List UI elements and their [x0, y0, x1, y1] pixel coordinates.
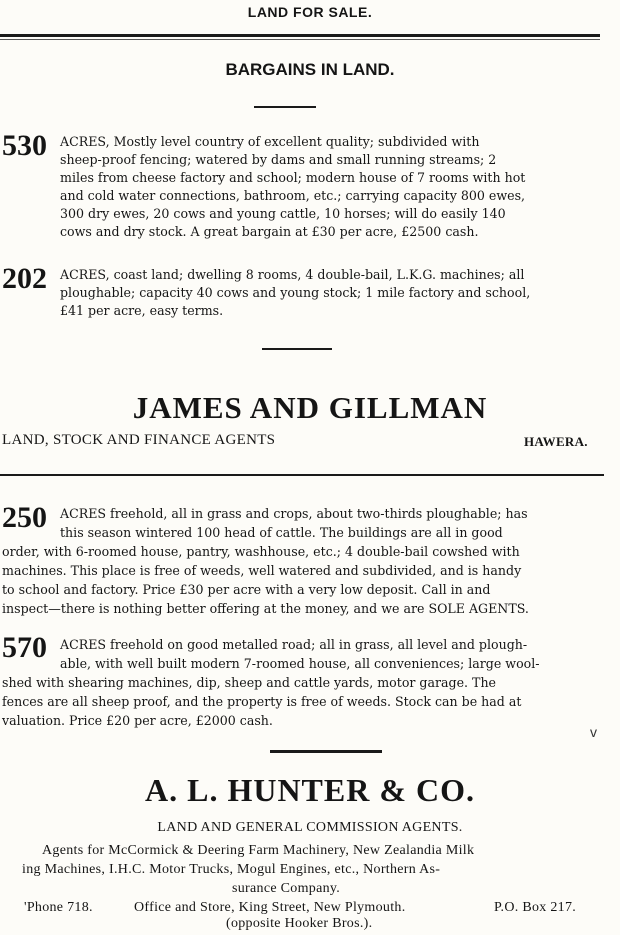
listing-line: sheep-proof fencing; watered by dams and small running streams; 2 [60, 152, 497, 167]
listing-line: ACRES freehold on good metalled road; all in grass, all level and plough- [60, 637, 528, 652]
listing-line: miles from cheese factory and school; modern house of 7 rooms with hot [60, 170, 526, 185]
phone-number: 'Phone 718. [24, 900, 93, 915]
firm-rule [0, 474, 604, 476]
listing-line: machines. This place is free of weeds, well watered and subdivided, and is handy [2, 563, 522, 578]
office-address: Office and Store, King Street, New Plymouth. [134, 900, 406, 915]
listing-line: cows and dry stock. A great bargain at £30 per acre, £2500 cash. [60, 224, 479, 239]
listing-line: inspect—there is nothing better offering at the money, and we are SOLE AGENTS. [2, 601, 529, 616]
header-rule-thin [0, 39, 600, 40]
opposite-note: (opposite Hooker Bros.). [226, 916, 373, 931]
firm-name-james-gillman: JAMES AND GILLMAN [132, 390, 488, 425]
listing-line: shed with shearing machines, dip, sheep and cattle yards, motor garage. The [2, 675, 497, 690]
firm-subtitle: LAND AND GENERAL COMMISSION AGENTS. [157, 820, 463, 835]
section-title-bargains: BARGAINS IN LAND. [225, 60, 395, 79]
listing-line: ACRES freehold, all in grass and crops, about two-thirds ploughable; has [60, 506, 528, 521]
agents-line: ing Machines, I.H.C. Motor Trucks, Mogul Engines, etc., Northern As- [22, 862, 441, 877]
listing-line: this season wintered 100 head of cattle. The buildings are all in good [60, 525, 503, 540]
listing-line: £41 per acre, easy terms. [60, 303, 224, 318]
margin-mark: v [590, 724, 597, 740]
po-box: P.O. Box 217. [494, 900, 577, 915]
listing-line: able, with well built modern 7-roomed house, all conveniences; large wool- [60, 656, 540, 671]
firm-location: HAWERA. [524, 434, 588, 449]
listing-line: ploughable; capacity 40 cows and young stock; 1 mile factory and school, [60, 285, 531, 300]
firm-subtitle: LAND, STOCK AND FINANCE AGENTS [2, 432, 276, 448]
listing-line: to school and factory. Price £30 per acre with a very low deposit. Call in and [2, 582, 491, 597]
listing-line: ACRES, Mostly level country of excellent quality; subdivided with [60, 134, 480, 149]
listing-acres-570: 570 [2, 631, 47, 664]
listing-line: and cold water connections, bathroom, etc.; carrying capacity 800 ewes, [60, 188, 526, 203]
listing-line: order, with 6-roomed house, pantry, washhouse, etc.; 4 double-bail cowshed with [2, 544, 520, 559]
section-divider [254, 106, 316, 108]
firm-name-hunter: A. L. HUNTER & CO. [144, 772, 475, 808]
listing-line: valuation. Price £20 per acre, £2000 cash. [2, 713, 273, 728]
agents-line: surance Company. [232, 881, 341, 896]
listing-acres-250: 250 [2, 501, 47, 534]
listing-line: fences are all sheep proof, and the property is free of weeds. Stock can be had at [2, 694, 522, 709]
section-divider [270, 750, 382, 753]
agents-line: Agents for McCormick & Deering Farm Machinery, New Zealandia Milk [42, 843, 475, 858]
listing-line: ACRES, coast land; dwelling 8 rooms, 4 double-bail, L.K.G. machines; all [60, 267, 525, 282]
section-divider [262, 348, 332, 350]
listing-line: 300 dry ewes, 20 cows and young cattle, 10 horses; will do easily 140 [60, 206, 506, 221]
listing-acres-202: 202 [2, 262, 47, 295]
page-header: LAND FOR SALE. [247, 4, 373, 20]
header-rule [0, 34, 600, 37]
listing-acres-530: 530 [2, 129, 47, 162]
